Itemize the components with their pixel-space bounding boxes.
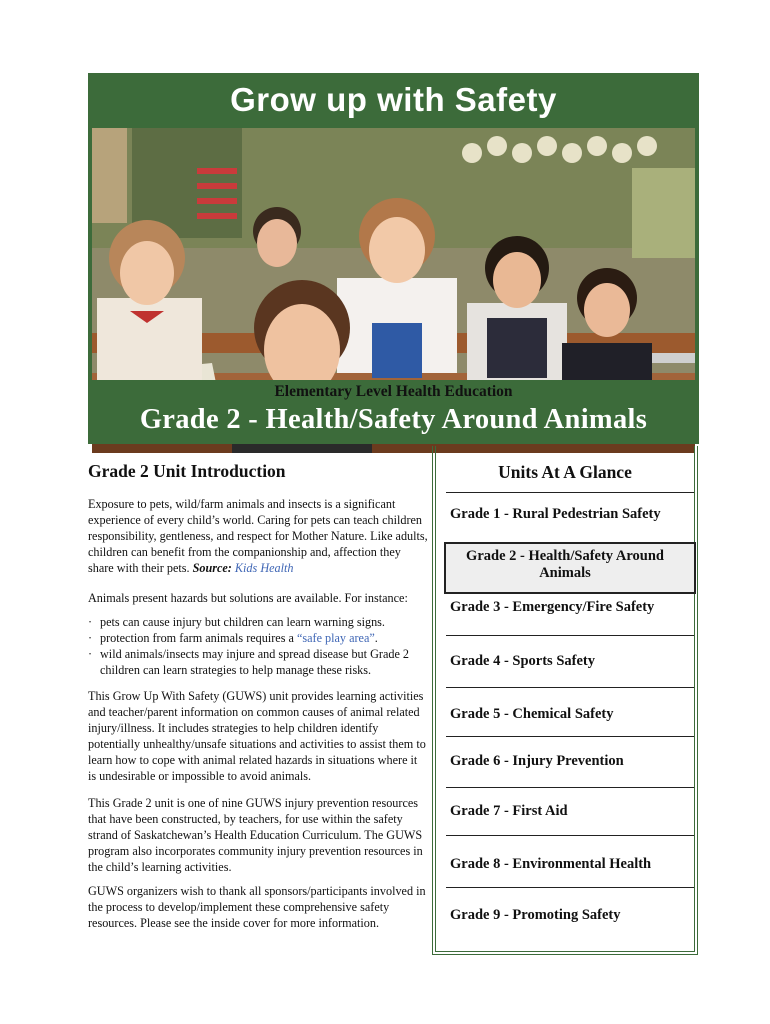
bullet-text-pre: protection from farm animals requires a — [100, 631, 297, 645]
intro-heading: Grade 2 Unit Introduction — [88, 461, 286, 481]
banner-title: Grow up with Safety — [230, 80, 557, 118]
unit-grade-2[interactable]: Grade 2 - Health/Safety Around Animals — [466, 548, 664, 581]
cover-banner — [88, 73, 699, 444]
list-item — [88, 646, 433, 678]
unit-grade-5[interactable]: Grade 5 - Chemical Safety — [450, 706, 614, 722]
divider — [446, 687, 694, 688]
list-item — [88, 614, 433, 630]
banner-subtitle: Elementary Level Health Education — [274, 383, 513, 400]
units-heading: Units At A Glance — [498, 462, 632, 482]
divider — [446, 787, 694, 788]
intro-paragraph-3: This Grow Up With Safety (GUWS) unit provides learning activities and teacher/parent information on common causes of animal related injury/illness. It includes strategies to help children identify potentially unhealthy/unsafe situations and activities to assist them to learn how to cope with animal related hazards in situations where it is undesirable or impossible to avoid animals. — [88, 689, 426, 783]
source-label: Source: — [192, 561, 232, 575]
divider — [446, 492, 694, 493]
divider — [446, 887, 694, 888]
intro-paragraph-4: This Grade 2 unit is one of nine GUWS injury prevention resources that have been constructed, by teachers, for use within the safety strand of Saskatchewan’s Health Education Curriculum. The GUWS program also incorporates community injury prevention resources in the child’s learning activities. — [88, 796, 423, 874]
bullet-mark: · — [88, 647, 93, 661]
bullet-text: wild animals/insects may injure and spread disease but Grade 2 children can learn strategies to help manage these risks. — [100, 647, 410, 677]
unit-grade-3[interactable]: Grade 3 - Emergency/Fire Safety — [450, 599, 655, 615]
unit-grade-7[interactable]: Grade 7 - First Aid — [450, 803, 568, 819]
intro-paragraph-2: Animals present hazards but solutions are available. For instance: — [88, 591, 408, 605]
units-at-a-glance-panel — [432, 446, 698, 955]
list-item — [88, 630, 433, 646]
page-title: Grade 2 - Health/Safety Around Animals — [139, 404, 648, 435]
unit-grade-8[interactable]: Grade 8 - Environmental Health — [450, 856, 652, 872]
divider — [446, 635, 694, 636]
bullet-mark: · — [88, 631, 93, 645]
intro-paragraph-1-text: Exposure to pets, wild/farm animals and insects is a significant experience of every child’s world. Caring for pets can teach children responsibility, gentleness, and respect for Mother Nature. Like adults, children can benefit from the companionship and, affection they share with their pets. — [88, 497, 428, 575]
intro-paragraph-5: GUWS organizers wish to thank all sponsors/participants involved in the process to develop/implement these comprehensive safety resources. Please see the inside cover for more information. — [88, 884, 426, 930]
unit-grade-6[interactable]: Grade 6 - Injury Prevention — [450, 753, 624, 769]
divider — [446, 736, 694, 737]
hazard-bullet-list — [88, 614, 433, 678]
unit-grade-1[interactable]: Grade 1 - Rural Pedestrian Safety — [450, 506, 661, 522]
unit-grade-9[interactable]: Grade 9 - Promoting Safety — [450, 907, 621, 923]
intro-paragraph-1 — [88, 496, 428, 576]
bullet-mark: · — [88, 615, 93, 629]
unit-grade-4[interactable]: Grade 4 - Sports Safety — [450, 653, 595, 669]
kids-health-link[interactable]: Kids Health — [234, 561, 294, 575]
safe-play-area-link[interactable]: “safe play area” — [296, 631, 375, 645]
subtitle-band — [88, 380, 699, 444]
bullet-text — [100, 630, 378, 646]
divider — [446, 835, 694, 836]
bullet-text: pets can cause injury but children can learn warning signs. — [100, 615, 385, 629]
bullet-text-post: . — [374, 631, 378, 645]
